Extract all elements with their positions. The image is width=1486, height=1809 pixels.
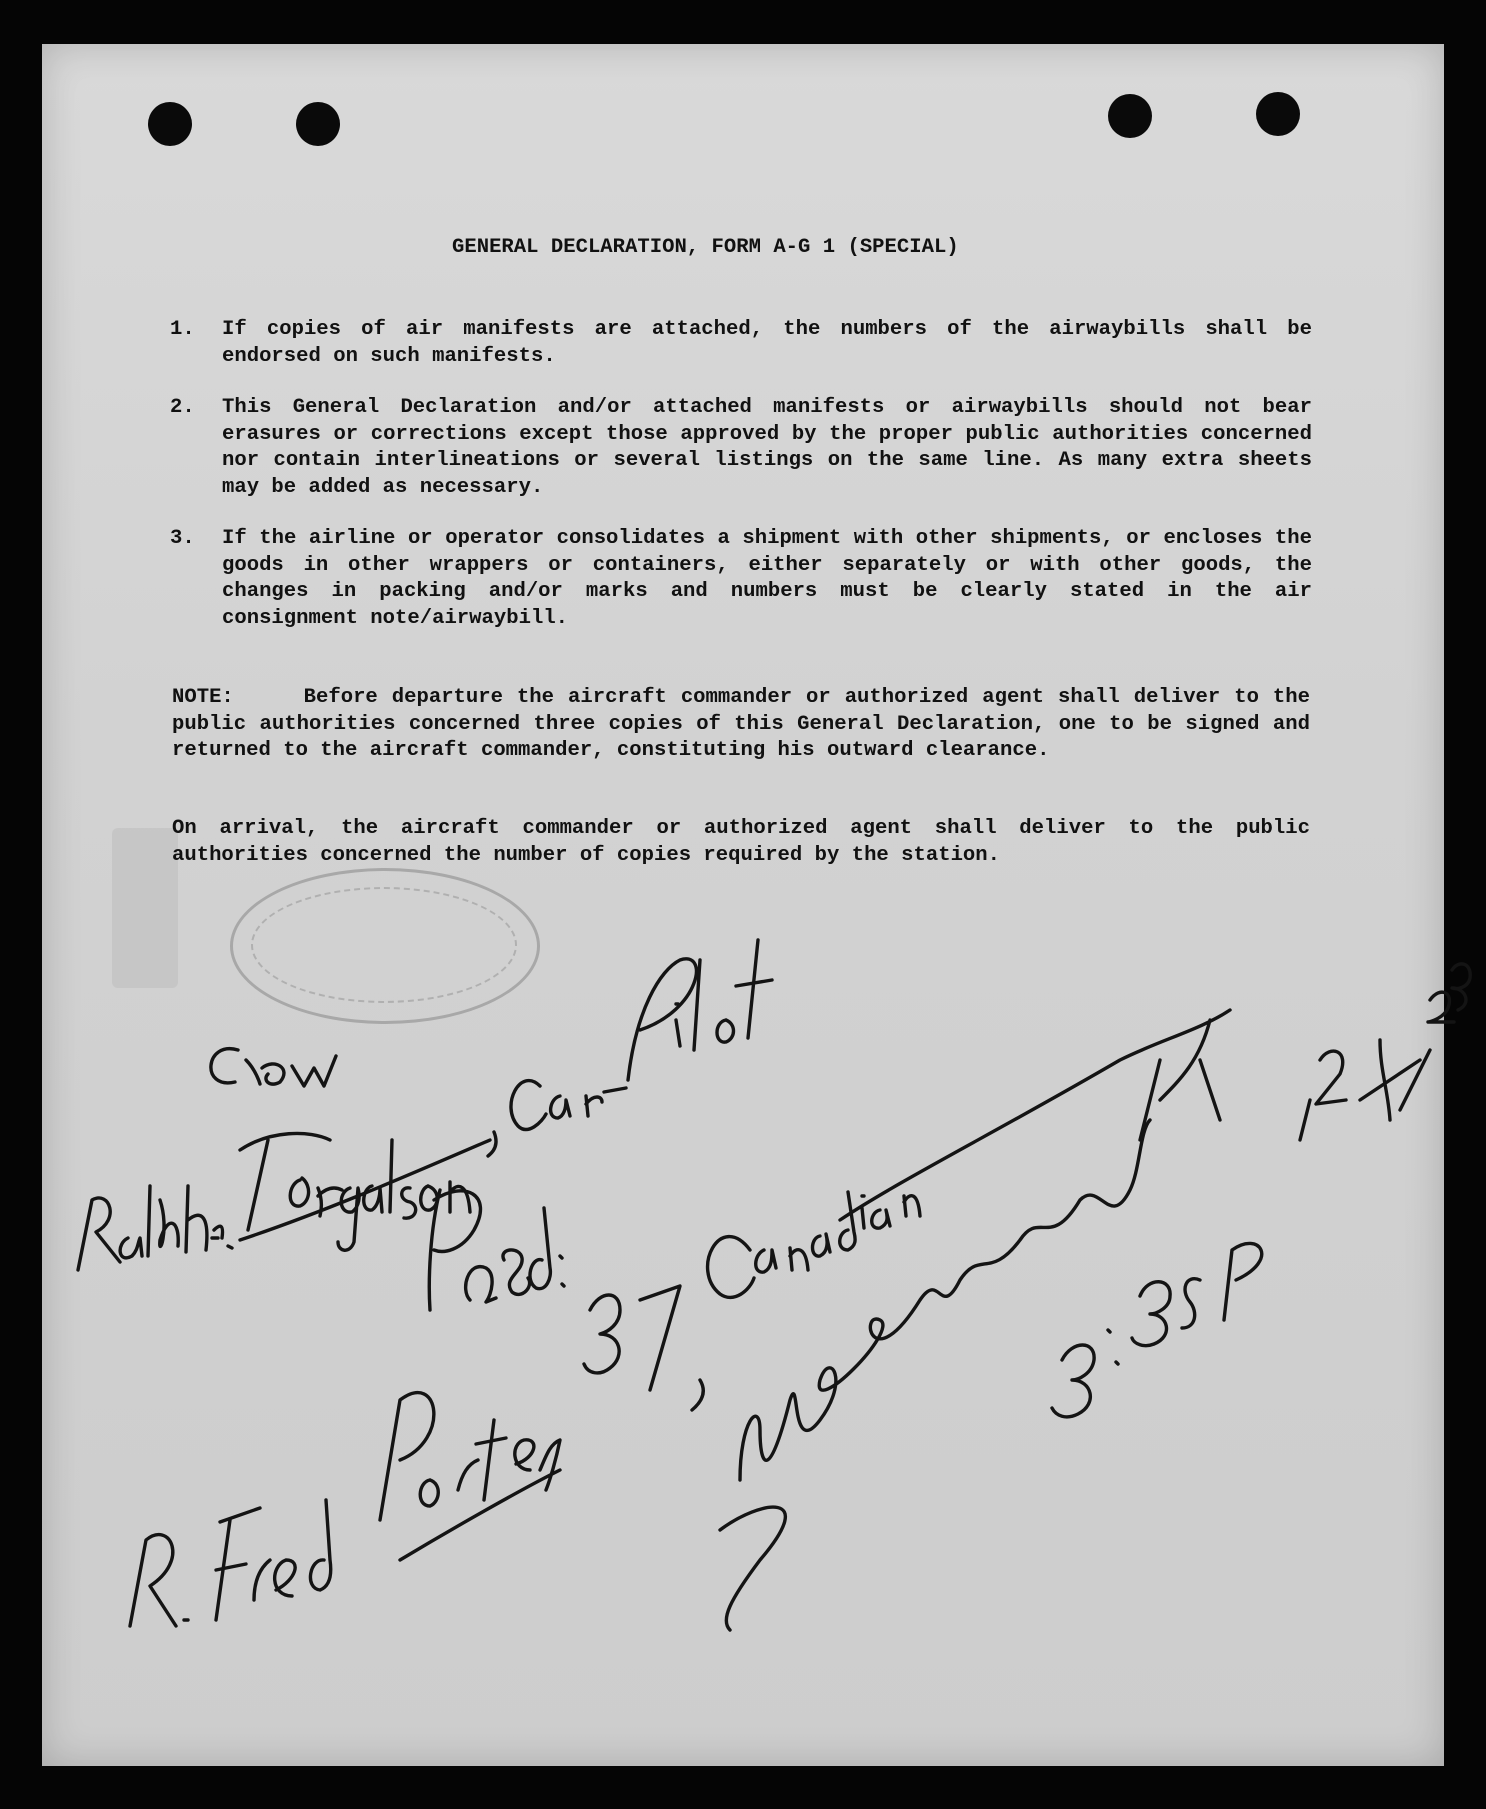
faded-stamp-ring [251, 887, 517, 1003]
punch-hole-icon [148, 102, 192, 146]
punch-hole-icon [1256, 92, 1300, 136]
arrival-paragraph: On arrival, the aircraft commander or authorized agent shall deliver to the public authorities concerned the number of copies required by the station. [172, 817, 1310, 867]
punch-hole-icon [1108, 94, 1152, 138]
item-text: This General Declaration and/or attached manifests or airwaybills should not bear erasures or corrections except those approved by the proper public authorities concerned nor contain interlineations or several listings on the same line. As many extra sheets may be added as necessary. [222, 396, 1312, 499]
item-number: 2. [170, 396, 195, 419]
item-number: 1. [170, 318, 195, 341]
form-title: GENERAL DECLARATION, FORM A-G 1 (SPECIAL) [452, 236, 959, 259]
note-text: Before departure the aircraft commander or authorized agent shall deliver to the public authorities concerned three copies of this General Declaration, one to be signed and returned to the aircraft commander, constituting his outward clearance. [172, 686, 1310, 763]
scan-smudge [112, 828, 178, 988]
punch-hole-icon [296, 102, 340, 146]
item-number: 3. [170, 527, 195, 550]
item-text: If copies of air manifests are attached, the numbers of the airwaybills shall be endorsed on such manifests. [222, 318, 1312, 368]
note-label: NOTE: [172, 686, 234, 709]
note-paragraph [172, 685, 1310, 765]
faded-stamp [230, 868, 540, 1024]
item-text: If the airline or operator consolidates a shipment with other shipments, or encloses the goods in other wrappers or containers, either separately or with other goods, the changes in packing and/or marks and numbers must be clearly stated in the air consignment note/airwaybill. [222, 527, 1312, 630]
